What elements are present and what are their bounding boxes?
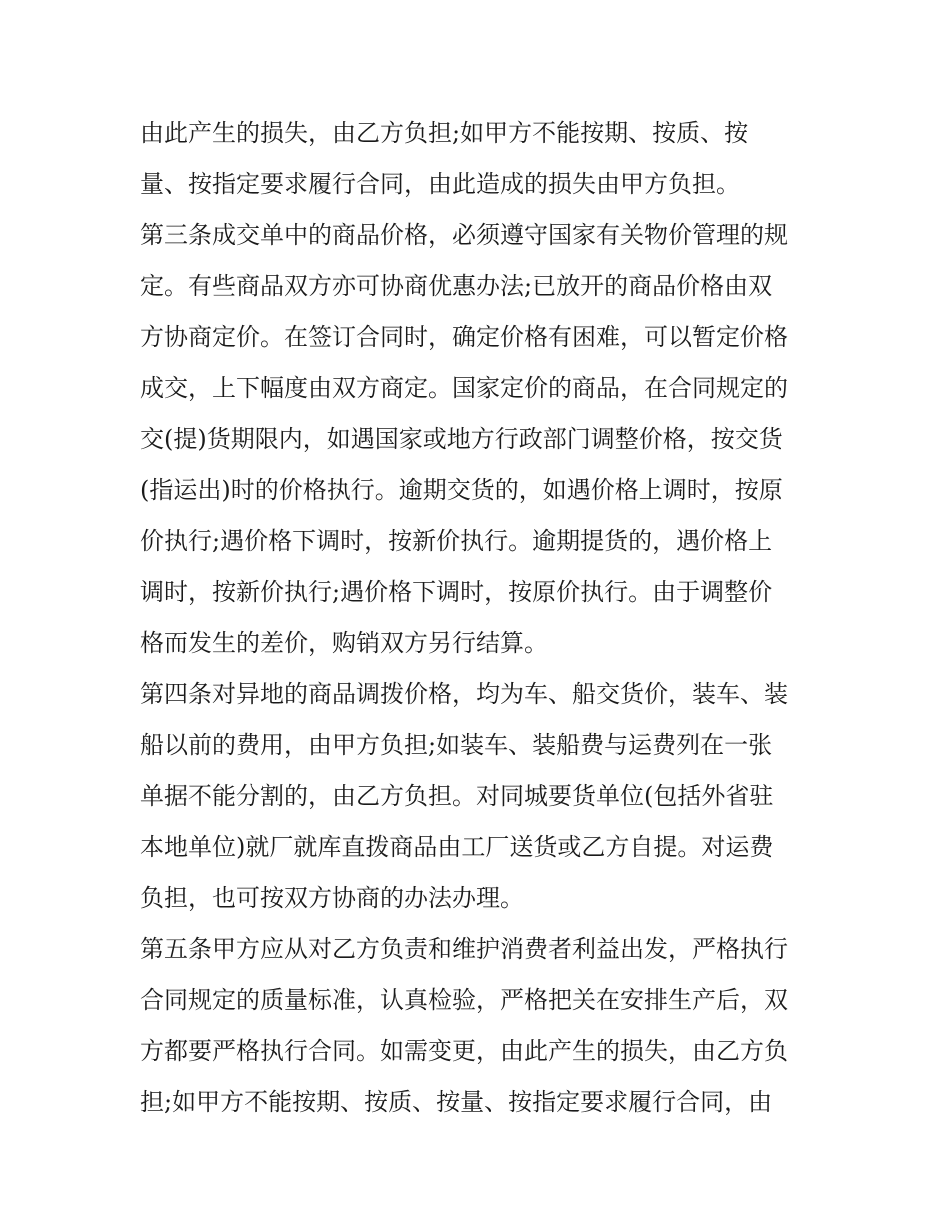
text-line: 格而发生的差价，购销双方另行结算。 — [140, 629, 548, 657]
text-line: 担;如甲方不能按期、按质、按量、按指定要求履行合同，由 — [140, 1088, 773, 1116]
text-line: 本地单位)就厂就库直拨商品由工厂送货或乙方自提。对运费 — [140, 833, 774, 861]
text-line: 船以前的费用，由甲方负担;如装车、装船费与运费列在一张 — [140, 731, 773, 759]
text-line: 成交，上下幅度由双方商定。国家定价的商品，在合同规定的 — [140, 374, 788, 402]
text-line: 由此产生的损失，由乙方负担;如甲方不能按期、按质、按 — [140, 119, 749, 147]
text-line: 第五条甲方应从对乙方负责和维护消费者利益出发，严格执行 — [140, 935, 788, 963]
text-line: 交(提)货期限内，如遇国家或地方行政部门调整价格，按交货 — [140, 425, 783, 453]
text-line: 负担，也可按双方协商的办法办理。 — [140, 884, 524, 912]
text-line: 定。有些商品双方亦可协商优惠办法;已放开的商品价格由双 — [140, 272, 773, 300]
text-line: 合同规定的质量标准，认真检验，严格把关在安排生产后，双 — [140, 986, 788, 1014]
text-line: 调时，按新价执行;遇价格下调时，按原价执行。由于调整价 — [140, 578, 773, 606]
text-line: 单据不能分割的，由乙方负担。对同城要货单位(包括外省驻 — [140, 782, 774, 810]
text-line: 价执行;遇价格下调时，按新价执行。逾期提货的，遇价格上 — [140, 527, 773, 555]
text-line: 量、按指定要求履行合同，由此造成的损失由甲方负担。 — [140, 170, 740, 198]
text-line: (指运出)时的价格执行。逾期交货的，如遇价格上调时，按原 — [140, 476, 783, 504]
text-line: 第三条成交单中的商品价格，必须遵守国家有关物价管理的规 — [140, 221, 788, 249]
text-line: 方协商定价。在签订合同时，确定价格有困难，可以暂定价格 — [140, 323, 788, 351]
contract-text — [140, 108, 820, 1128]
text-line: 方都要严格执行合同。如需变更，由此产生的损失，由乙方负 — [140, 1037, 788, 1065]
text-line: 第四条对异地的商品调拨价格，均为车、船交货价，装车、装 — [140, 680, 788, 708]
